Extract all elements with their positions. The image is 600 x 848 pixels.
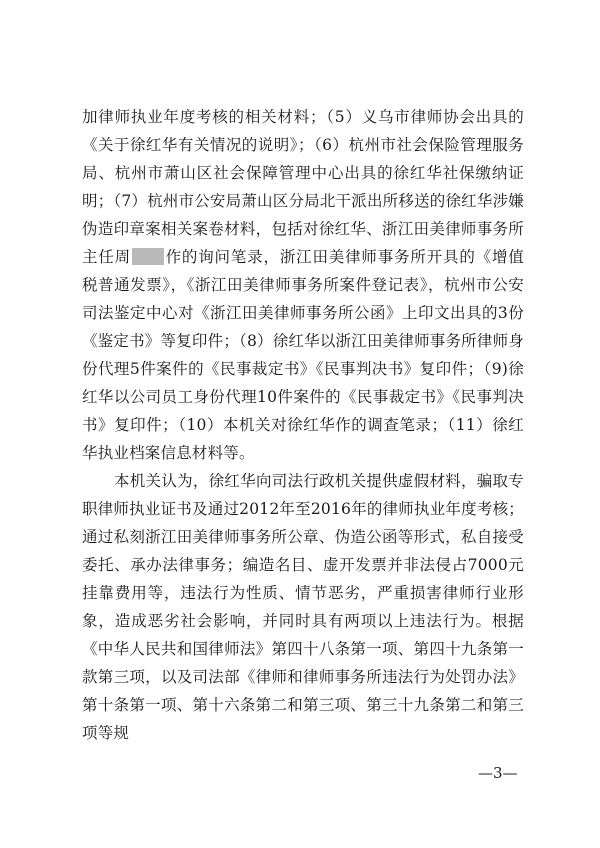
page-number: —3— bbox=[478, 764, 518, 782]
paragraph-evidence-list bbox=[82, 103, 524, 467]
document-body bbox=[82, 103, 524, 747]
paragraph-text-before-redaction: 加律师执业年度考核的相关材料；（5）义乌市律师协会出具的《关于徐红华有关情况的说明》；（6）杭州市社会保险管理服务局、杭州市萧山区社会保障管理中心出具的徐红华社保缴纳证明；（7）杭州市公安局萧山区分局北干派出所移送的徐红华涉嫌伪造印章案相关案卷材料，包括对徐红华、浙江田美律师事务所主任周 bbox=[82, 108, 524, 266]
paragraph-conclusion: 本机关认为，徐红华向司法行政机关提供虚假材料，骗取专职律师执业证书及通过2012年至2016年的律师执业年度考核；通过私刻浙江田美律师事务所公章、伪造公函等形式，私自接受委托、承办法律事务；编造名目、虚开发票并非法侵占7000元挂靠费用等，违法行为性质、情节恶劣，严重损害律师行业形象，造成恶劣社会影响，并同时具有两项以上违法行为。根据《中华人民共和国律师法》第四十八条第一项、第四十九条第一款第三项，以及司法部《律师和律师事务所违法行为处罚办法》第十条第一项、第十六条第二和第三项、第三十九条第二和第三项等规 bbox=[82, 472, 524, 742]
paragraph-text-after-redaction: 作的询问笔录，浙江田美律师事务所开具的《增值税普通发票》，《浙江田美律师事务所案件登记表》，杭州市公安司法鉴定中心对《浙江田美律师事务所公函》上印文出具的3份《鉴定书》等复印件；（8）徐红华以浙江田美律师事务所律师身份代理5件案件的《民事裁定书》《民事判决书》复印件；（9)徐红华以公司员工身份代理10件案件的《民事裁定书》《民事判决书》复印件；（10）本机关对徐红华作的调查笔录；（11）徐红华执业档案信息材料等。 bbox=[82, 248, 524, 462]
redaction-block bbox=[132, 248, 164, 265]
